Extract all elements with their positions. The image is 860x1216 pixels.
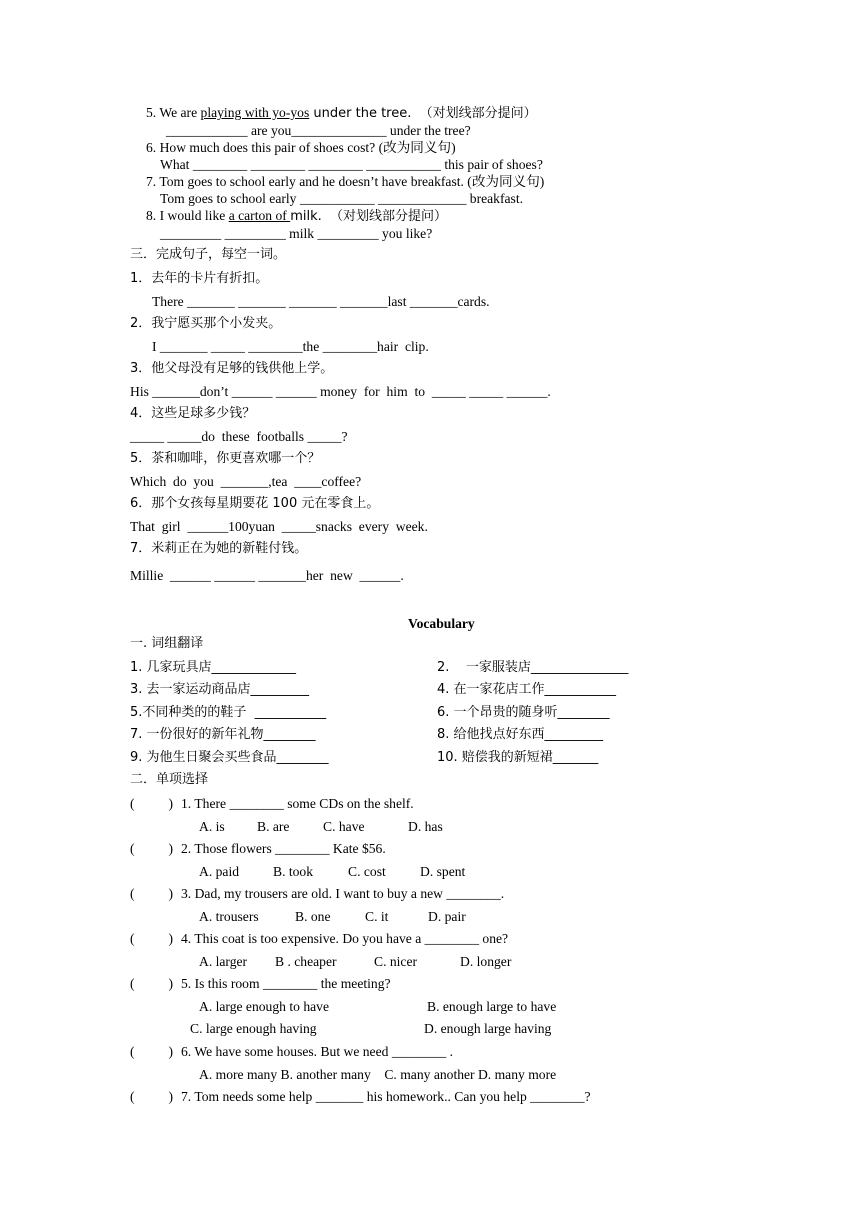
mcq2-opt-c: C. cost bbox=[348, 864, 386, 879]
vocabulary-title: Vocabulary bbox=[408, 616, 475, 631]
mcq1-paren: ( ) bbox=[130, 796, 174, 811]
mcq4-paren: ( ) bbox=[130, 931, 174, 946]
s3-item4-en: _____ _____do these footballs _____? bbox=[130, 429, 348, 444]
q5-line bbox=[146, 104, 537, 123]
vocab-item-1: 1. 几家玩具店_____________ bbox=[130, 660, 297, 675]
vocab-item-2: 2. 一家服装店_______________ bbox=[437, 660, 629, 675]
mcq6-options: A. more many B. another many C. many another D. many more bbox=[199, 1067, 557, 1082]
s3-item5-en: Which do you _______,tea ____coffee? bbox=[130, 474, 362, 489]
mcq1-opt-a: A. is bbox=[199, 819, 225, 834]
q5-underlined: playing with yo-yos bbox=[200, 105, 310, 120]
mcq1-question: 1. There ________ some CDs on the shelf. bbox=[181, 796, 414, 811]
s3-item1-zh: 1．去年的卡片有折扣。 bbox=[130, 271, 269, 286]
q7-answer: Tom goes to school early ___________ _____________ breakfast. bbox=[160, 191, 524, 206]
s3-item3-zh: 3．他父母没有足够的钱供他上学。 bbox=[130, 361, 334, 376]
vocab-item-9: 9. 为他生日聚会买些食品________ bbox=[130, 750, 329, 765]
mcq1-opt-d: D. has bbox=[408, 819, 443, 834]
mcq4-opt-d: D. longer bbox=[460, 954, 512, 969]
mcq3-opt-a: A. trousers bbox=[199, 909, 259, 924]
mcq1-opt-b: B. are bbox=[257, 819, 290, 834]
mcq2-paren: ( ) bbox=[130, 841, 174, 856]
s3-item7-en: Millie ______ ______ _______her new ______. bbox=[130, 568, 404, 583]
vocab-heading-2: 二．单项选择 bbox=[130, 772, 209, 787]
section3-heading: 三．完成句子，每空一词。 bbox=[130, 247, 287, 262]
mcq5-opt-a: A. large enough to have bbox=[199, 999, 329, 1014]
q8-text: 8. I would like bbox=[146, 208, 229, 223]
mcq7-question: 7. Tom needs some help _______ his homework.. Can you help ________? bbox=[181, 1089, 591, 1104]
s3-item2-zh: 2．我宁愿买那个小发夹。 bbox=[130, 316, 282, 331]
q6-answer: What ________ ________ ________ ___________ this pair of shoes? bbox=[160, 157, 543, 172]
mcq2-opt-b: B. took bbox=[273, 864, 314, 879]
q8-underlined: a carton of bbox=[228, 208, 291, 223]
s3-item2-en: I _______ _____ ________the ________hair clip. bbox=[152, 339, 429, 354]
mcq2-question: 2. Those flowers ________ Kate $56. bbox=[181, 841, 386, 856]
s3-item4-zh: 4．这些足球多少钱？ bbox=[130, 406, 256, 421]
q8-line bbox=[146, 207, 447, 226]
q5-answer: ____________ are you______________ under the tree? bbox=[166, 123, 471, 138]
q5-text: 5. We are bbox=[146, 105, 201, 120]
q6-line: 6. How much does this pair of shoes cost? (改为同义句) bbox=[146, 140, 456, 155]
vocab-item-10: 10. 赔偿我的新短裙_______ bbox=[437, 750, 599, 765]
mcq4-question: 4. This coat is too expensive. Do you have a ________ one? bbox=[181, 931, 509, 946]
mcq3-opt-b: B. one bbox=[295, 909, 331, 924]
mcq6-question: 6. We have some houses. But we need ________ . bbox=[181, 1044, 453, 1059]
mcq2-opt-a: A. paid bbox=[199, 864, 240, 879]
mcq3-paren: ( ) bbox=[130, 886, 174, 901]
mcq3-opt-c: C. it bbox=[365, 909, 389, 924]
vocab-item-7: 7. 一份很好的新年礼物________ bbox=[130, 727, 316, 742]
vocab-item-4: 4. 在一家花店工作___________ bbox=[437, 682, 617, 697]
q7-line: 7. Tom goes to school early and he doesn’t have breakfast. (改为同义句) bbox=[146, 174, 545, 189]
q8-answer: _________ _________ milk _________ you like? bbox=[160, 226, 433, 241]
vocab-item-5: 5.不同种类的的鞋子 ___________ bbox=[130, 705, 327, 720]
vocab-item-3: 3. 去一家运动商品店_________ bbox=[130, 682, 310, 697]
q8-instruction: milk. （对划线部分提问） bbox=[290, 209, 448, 224]
mcq4-opt-c: C. nicer bbox=[374, 954, 418, 969]
s3-item6-en: That girl ______100yuan _____snacks every week. bbox=[130, 519, 428, 534]
mcq2-opt-d: D. spent bbox=[420, 864, 466, 879]
vocab-heading-1: 一. 词组翻译 bbox=[130, 636, 204, 651]
mcq7-paren: ( ) bbox=[130, 1089, 174, 1104]
mcq3-question: 3. Dad, my trousers are old. I want to buy a new ________. bbox=[181, 886, 505, 901]
mcq5-opt-d: D. enough large having bbox=[424, 1021, 552, 1036]
s3-item6-zh: 6．那个女孩每星期要花 100 元在零食上。 bbox=[130, 496, 380, 511]
mcq4-opt-b: B . cheaper bbox=[275, 954, 337, 969]
mcq5-paren: ( ) bbox=[130, 976, 174, 991]
mcq6-paren: ( ) bbox=[130, 1044, 174, 1059]
s3-item7-zh: 7．米莉正在为她的新鞋付钱。 bbox=[130, 541, 308, 556]
mcq1-opt-c: C. have bbox=[323, 819, 365, 834]
s3-item5-zh: 5．茶和咖啡，你更喜欢哪一个？ bbox=[130, 451, 321, 466]
vocab-item-6: 6. 一个昂贵的随身听________ bbox=[437, 705, 610, 720]
s3-item3-en: His _______don’t ______ ______ money for him to _____ _____ ______. bbox=[130, 384, 551, 399]
mcq5-opt-b: B. enough large to have bbox=[427, 999, 557, 1014]
mcq4-opt-a: A. larger bbox=[199, 954, 248, 969]
q5-instruction: under the tree. （对划线部分提问） bbox=[309, 106, 537, 121]
vocab-item-8: 8. 给他找点好东西_________ bbox=[437, 727, 604, 742]
mcq5-question: 5. Is this room ________ the meeting? bbox=[181, 976, 391, 991]
mcq5-opt-c: C. large enough having bbox=[190, 1021, 317, 1036]
s3-item1-en: There _______ _______ _______ _______last _______cards. bbox=[152, 294, 490, 309]
mcq3-opt-d: D. pair bbox=[428, 909, 466, 924]
